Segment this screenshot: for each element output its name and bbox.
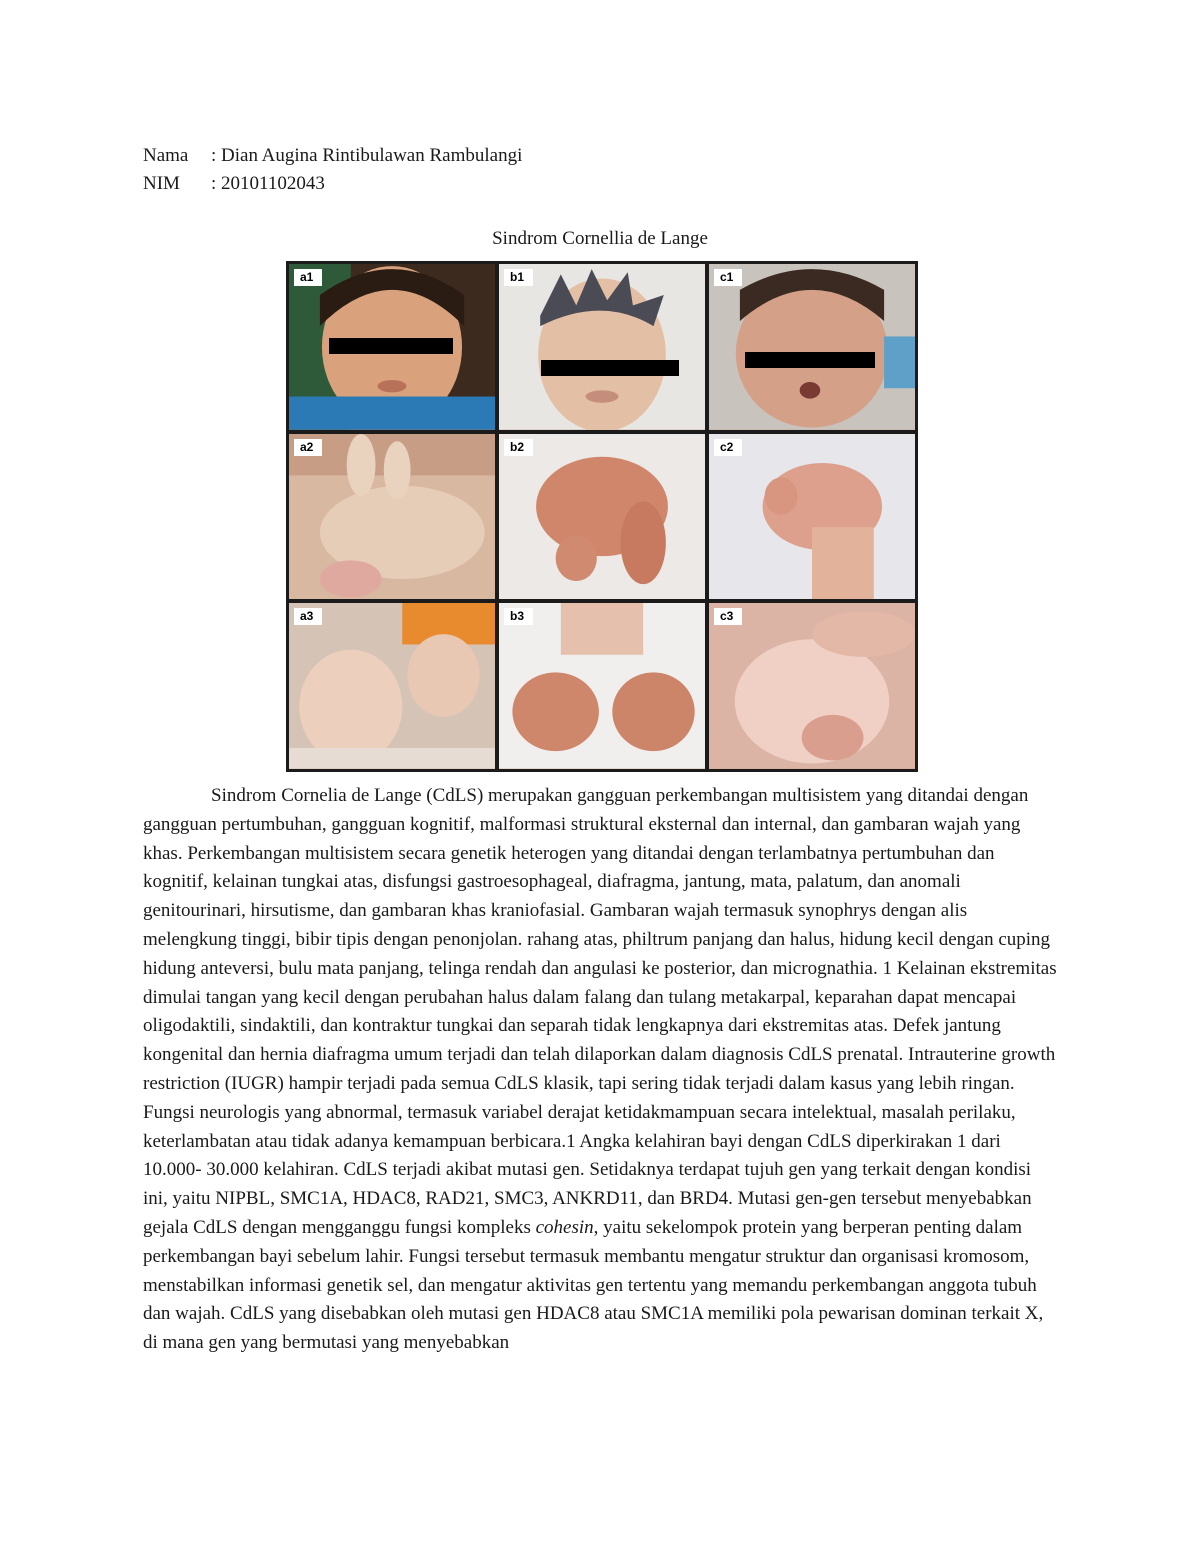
photo-grid [289,264,915,769]
nim-value: : 20101102043 [211,173,325,194]
clinical-photo-figure [286,261,918,772]
photo-panel-b2 [499,434,705,600]
name-row [143,142,522,170]
document-title: Sindrom Cornellia de Lange [492,228,708,249]
photo-panel-a1 [289,264,495,430]
body-paragraph [143,782,1059,1358]
photo-panel-a2 [289,434,495,600]
body-text-part-2: , yaitu sekelompok protein yang berperan penting dalam perkembangan bayi sebelum lahir. Fungsi tersebut termasuk membantu mengatur struktur dan organisasi kromosom, menstabilkan informasi genetik sel, dan mengatur aktivitas gen tertentu yang memandu perkembangan anggota tubuh dan wajah. CdLS yang disebabkan oleh mutasi gen HDAC8 atau SMC1A memiliki pola pewarisan dominan terkait X, di mana gen yang bermutasi yang menyebabkan [143,1216,1044,1354]
italic-term: cohesin [535,1216,594,1238]
eye-censor-bar [329,338,453,354]
hand-photo-c2 [709,434,915,600]
hand-photo-c3 [709,603,915,769]
photo-panel-c2 [709,434,915,600]
face-photo-c1 [709,264,915,430]
hand-photo-b2 [499,434,705,600]
eye-censor-bar [541,360,679,376]
body-text-part-1: Sindrom Cornelia de Lange (CdLS) merupakan gangguan perkembangan multisistem yang ditandai dengan gangguan pertumbuhan, gangguan kognitif, malformasi struktural eksternal dan internal, dan gambaran wajah yang khas. Perkembangan multisistem secara genetik heterogen yang ditandai dengan terlambatnya pertumbuhan dan kognitif, kelainan tungkai atas, disfungsi gastroesophageal, diafragma, jantung, mata, palatum, dan anomali genitourinari, hirsutisme, dan gambaran khas kraniofasial. Gambaran wajah termasuk synophrys dengan alis melengkung tinggi, bibir tipis dengan penonjolan. rahang atas, philtrum panjang dan halus, hidung kecil dengan cuping hidung anteversi, bulu mata panjang, telinga rendah dan angulasi ke posterior, dan micrognathia. 1 Kelainan ekstremitas dimulai tangan yang kecil dengan perubahan halus dalam falang dan tulang metakarpal, keparahan dapat mencapai oligodaktili, sindaktili, dan kontraktur tungkai dan separah tidak lengkapnya dari ekstremitas atas. Defek jantung kongenital dan hernia diafragma umum terjadi dan telah dilaporkan dalam diagnosis CdLS prenatal. Intrauterine growth restriction (IUGR) hampir terjadi pada semua CdLS klasik, tapi sering tidak terjadi dalam kasus yang lebih ringan. Fungsi neurologis yang abnormal, termasuk variabel derajat ketidakmampuan secara intelektual, masalah perilaku, keterlambatan atau tidak adanya kemampuan berbicara.1 Angka kelahiran bayi dengan CdLS diperkirakan 1 dari 10.000- 30.000 kelahiran. CdLS terjadi akibat mutasi gen. Setidaknya terdapat tujuh gen yang terkait dengan kondisi ini, yaitu NIPBL, SMC1A, HDAC8, RAD21, SMC3, ANKRD11, dan BRD4. Mutasi gen-gen tersebut menyebabkan gejala CdLS dengan mengganggu fungsi kompleks [143,785,1057,1238]
panel-label-b1: b1 [504,269,533,286]
student-identity [143,142,522,198]
face-photo-b1 [499,264,705,430]
name-value: : Dian Augina Rintibulawan Rambulangi [211,145,523,166]
panel-label-a2: a2 [294,439,322,456]
photo-panel-c1 [709,264,915,430]
nim-row [143,170,522,198]
panel-label-a1: a1 [294,269,322,286]
eye-censor-bar [745,352,875,368]
feet-photo-a3 [289,603,495,769]
body-text [143,782,1059,1358]
photo-panel-c3 [709,603,915,769]
panel-label-c2: c2 [714,439,742,456]
panel-label-c3: c3 [714,608,742,625]
panel-label-c1: c1 [714,269,742,286]
nim-label: NIM [143,173,180,194]
name-label: Nama [143,145,189,166]
feet-photo-b3 [499,603,705,769]
photo-panel-b3 [499,603,705,769]
panel-label-a3: a3 [294,608,322,625]
panel-label-b3: b3 [504,608,533,625]
photo-panel-a3 [289,603,495,769]
hand-photo-a2 [289,434,495,600]
photo-panel-b1 [499,264,705,430]
panel-label-b2: b2 [504,439,533,456]
